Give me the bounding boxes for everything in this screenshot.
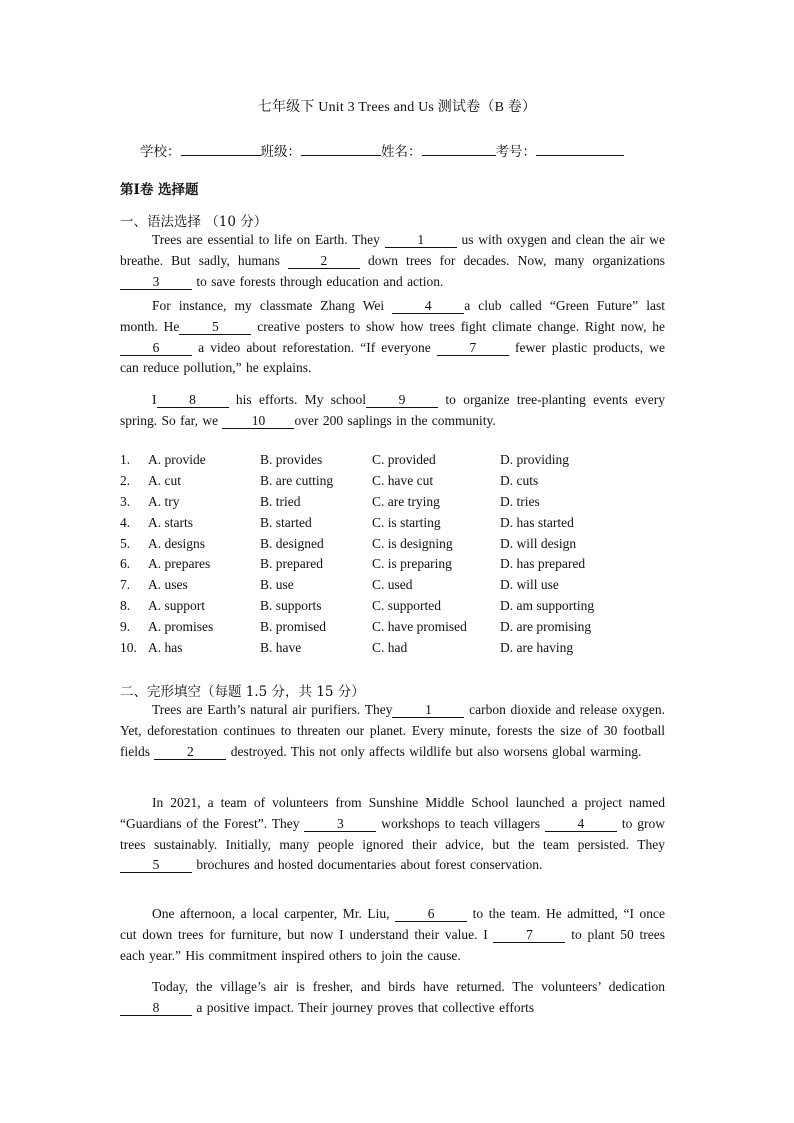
option-row	[120, 494, 680, 515]
cloze-paragraph-1: Trees are Earth’s natural air purifiers. They 1 carbon dioxide and release oxygen. Yet, deforestation continues to threaten our planet. Every minute, forests the size of 30 football fields 2 destroyed. This not only affects wildlife but also worsens global warming.	[120, 702, 665, 759]
option-row	[120, 452, 680, 473]
cloze-blank-2[interactable]: 2	[154, 745, 226, 760]
blank-4[interactable]: 4	[392, 299, 464, 314]
cloze-passage-4	[120, 977, 665, 1019]
option-c[interactable]: C. is preparing	[372, 556, 452, 572]
option-a[interactable]: A. provide	[148, 452, 206, 467]
name-label: 姓名：	[381, 144, 422, 160]
cloze-passage-3	[120, 904, 665, 966]
grammar-paragraph-3: I 8 his efforts. My school 9 to organize tree-planting events every spring. So far, we 10 over 200 saplings in the community.	[120, 392, 665, 428]
option-row	[120, 556, 680, 577]
option-d[interactable]: D. tries	[500, 493, 540, 509]
cloze-blank-6[interactable]: 6	[395, 907, 467, 922]
blank-10[interactable]: 10	[222, 414, 294, 429]
blank-7[interactable]: 7	[437, 341, 509, 356]
option-b[interactable]: B. are cutting	[260, 472, 334, 488]
option-d[interactable]: D. has prepared	[500, 556, 586, 572]
blank-6[interactable]: 6	[120, 341, 192, 356]
option-d[interactable]: D. are having	[500, 640, 574, 656]
option-b[interactable]: B. prepared	[260, 556, 323, 572]
cloze-paragraph-3: One afternoon, a local carpenter, Mr. Liu, 6 to the team. He admitted, “I once cut down trees for furniture, but now I understand their value. I 7 to plant 50 trees each year.” His commitment inspired others to join the cause.	[120, 906, 665, 963]
option-c[interactable]: C. provided	[372, 452, 436, 467]
exam-no-label: 考号：	[495, 144, 536, 160]
option-row	[120, 515, 680, 536]
cloze-blank-5[interactable]: 5	[120, 858, 192, 873]
section-grammar-heading: 一、语法选择 （10 分）	[120, 214, 268, 230]
option-a[interactable]: A. promises	[148, 619, 214, 635]
option-a[interactable]: A. support	[148, 598, 205, 614]
option-b[interactable]: B. supports	[260, 598, 322, 614]
cloze-paragraph-4: Today, the village’s air is fresher, and birds have returned. The volunteers’ dedication 8 a positive impact. Their journey proves that collective efforts	[120, 977, 665, 1019]
class-label: 班级：	[260, 144, 301, 160]
page-title: 七年级下 Unit 3 Trees and Us 测试卷（B 卷）	[257, 100, 537, 115]
question-number: 8.	[120, 598, 131, 614]
blank-2[interactable]: 2	[288, 254, 360, 269]
option-b[interactable]: B. designed	[260, 535, 324, 551]
cloze-blank-1[interactable]: 1	[392, 703, 464, 718]
option-d[interactable]: D. will design	[500, 535, 577, 551]
question-number: 5.	[120, 535, 131, 551]
option-c[interactable]: C. had	[372, 640, 408, 656]
option-row	[120, 619, 680, 640]
cloze-blank-8[interactable]: 8	[120, 1001, 192, 1016]
option-a[interactable]: A. cut	[148, 472, 181, 488]
cloze-blank-4[interactable]: 4	[545, 817, 617, 832]
question-number: 7.	[120, 577, 131, 593]
blank-5[interactable]: 5	[179, 320, 251, 335]
cloze-blank-3[interactable]: 3	[304, 817, 376, 832]
student-info-line	[140, 140, 624, 161]
option-b[interactable]: B. use	[260, 577, 294, 593]
option-c[interactable]: C. is starting	[372, 514, 441, 530]
blank-1[interactable]: 1	[385, 233, 457, 248]
option-d[interactable]: D. are promising	[500, 619, 592, 635]
option-a[interactable]: A. prepares	[148, 556, 211, 572]
grammar-passage	[120, 230, 665, 292]
class-field[interactable]	[301, 141, 381, 156]
option-a[interactable]: A. starts	[148, 514, 193, 530]
question-number: 6.	[120, 556, 131, 572]
option-c[interactable]: C. used	[372, 577, 413, 593]
option-d[interactable]: D. will use	[500, 577, 559, 593]
option-a[interactable]: A. uses	[148, 577, 188, 593]
option-a[interactable]: A. has	[148, 640, 183, 656]
option-row	[120, 598, 680, 619]
question-number: 4.	[120, 514, 131, 530]
question-number: 9.	[120, 619, 131, 635]
grammar-paragraph-2: For instance, my classmate Zhang Wei 4 a club called “Green Future” last month. He 5 creative posters to show how trees fight climate change. Right now, he6 a video about reforestation. “If everyone 7 fewer plastic products, we can reduce pollution,” he explains.	[120, 298, 665, 376]
blank-3[interactable]: 3	[120, 275, 192, 290]
section-cloze-heading: 二、完形填空（每题 1.5 分，共 15 分）	[120, 684, 365, 700]
option-b[interactable]: B. tried	[260, 493, 301, 509]
grammar-passage-2	[120, 296, 665, 379]
option-row	[120, 536, 680, 557]
option-b[interactable]: B. provides	[260, 452, 323, 467]
option-c[interactable]: C. is designing	[372, 535, 453, 551]
cloze-blank-7[interactable]: 7	[493, 928, 565, 943]
option-b[interactable]: B. started	[260, 514, 312, 530]
school-label: 学校：	[140, 144, 181, 160]
grammar-paragraph-1: Trees are essential to life on Earth. They 1 us with oxygen and clean the air we breathe. But sadly, humans 2 down trees for decades. Now, many organizations 3 to save forests through education and action.	[120, 232, 665, 289]
name-field[interactable]	[422, 141, 496, 156]
question-number: 3.	[120, 493, 131, 509]
option-c[interactable]: C. supported	[372, 598, 441, 614]
exam-no-field[interactable]	[536, 141, 624, 156]
option-d[interactable]: D. cuts	[500, 472, 539, 488]
blank-9[interactable]: 9	[366, 393, 438, 408]
option-c[interactable]: C. have promised	[372, 619, 467, 635]
question-number: 1.	[120, 452, 131, 467]
school-field[interactable]	[181, 141, 261, 156]
grammar-options-list	[120, 452, 680, 661]
option-row	[120, 577, 680, 598]
option-row	[120, 640, 680, 661]
question-number: 2.	[120, 472, 131, 488]
option-d[interactable]: D. providing	[500, 452, 569, 467]
option-c[interactable]: C. have cut	[372, 472, 434, 488]
grammar-passage-3	[120, 390, 665, 432]
option-a[interactable]: A. try	[148, 493, 180, 509]
part-one-heading: 第Ⅰ卷 选择题	[120, 182, 199, 198]
option-b[interactable]: B. promised	[260, 619, 326, 635]
option-d[interactable]: D. has started	[500, 514, 574, 530]
option-a[interactable]: A. designs	[148, 535, 205, 551]
option-b[interactable]: B. have	[260, 640, 302, 656]
cloze-passage-1	[120, 700, 665, 762]
blank-8[interactable]: 8	[157, 393, 229, 408]
cloze-paragraph-2: In 2021, a team of volunteers from Sunshine Middle School launched a project named “Guardians of the Forest”. They 3 workshops to teach villagers 4 to grow trees sustainably. Initially, many people ignored their advice, but the team persisted. They5 brochures and hosted documentaries about forest conservation.	[120, 795, 665, 873]
option-row	[120, 473, 680, 494]
option-c[interactable]: C. are trying	[372, 493, 440, 509]
cloze-passage-2	[120, 793, 665, 876]
question-number: 10.	[120, 640, 137, 656]
option-d[interactable]: D. am supporting	[500, 598, 595, 614]
